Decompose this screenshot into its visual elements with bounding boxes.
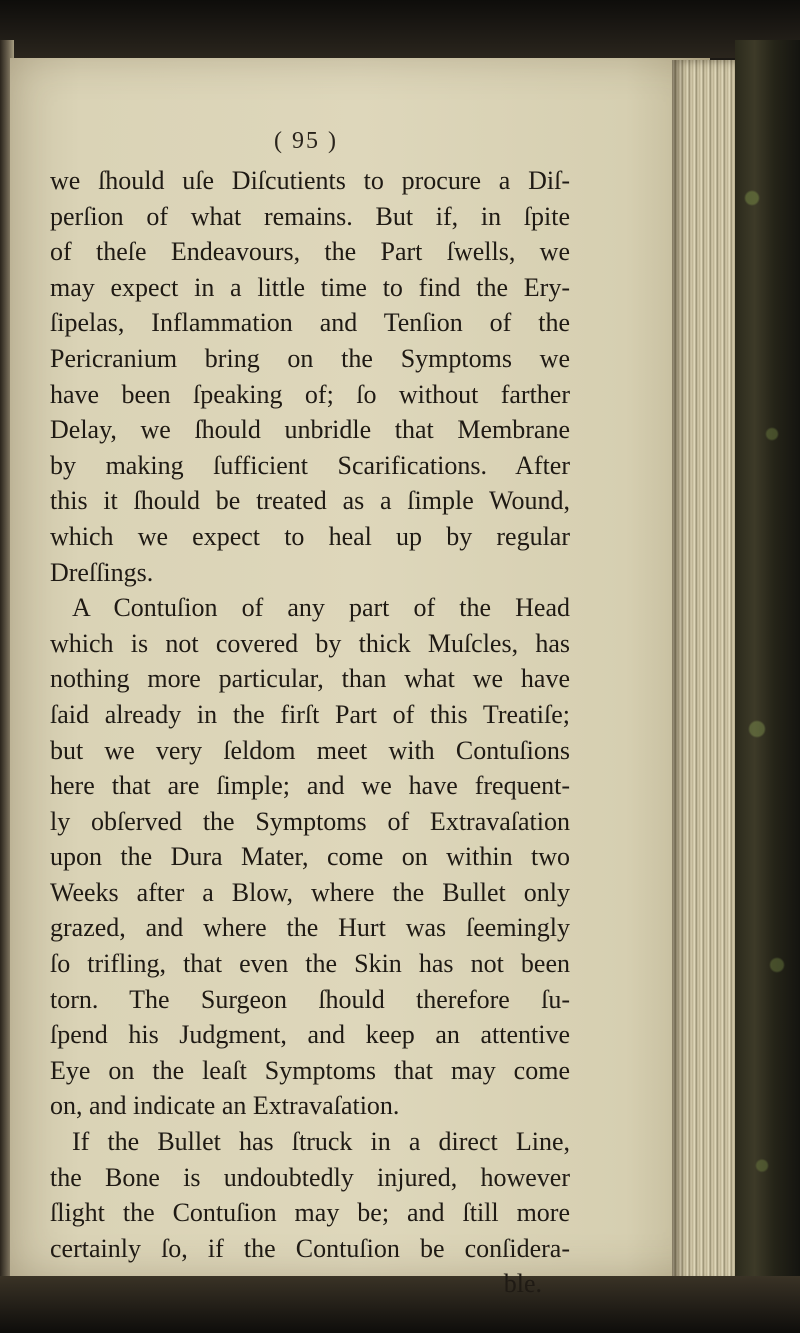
text-line: which is not covered by thick Muſcles, has	[50, 628, 570, 658]
page-number: ( 95 )	[274, 128, 338, 154]
text-line: ly obſerved the Symptoms of Extravaſation	[50, 806, 570, 836]
text-line: A Contuſion of any part of the Head	[72, 593, 570, 623]
text-line: may expect in a little time to find the Ery-	[50, 272, 570, 302]
body-text	[50, 163, 570, 1302]
text-line: Pericranium bring on the Symptoms we	[50, 343, 570, 373]
text-line: but we very ſeldom meet with Contuſions	[50, 735, 570, 765]
text-line: this it ſhould be treated as a ſimple Wound,	[50, 486, 570, 516]
text-line: ſipelas, Inflammation and Tenſion of the	[50, 308, 570, 338]
text-line: ble.	[503, 1269, 542, 1299]
text-line: here that are ſimple; and we have frequent-	[50, 771, 570, 801]
page-block-edges	[672, 60, 742, 1285]
text-line: ſaid already in the firſt Part of this Treatiſe;	[50, 699, 570, 729]
text-line: grazed, and where the Hurt was ſeemingly	[50, 913, 570, 943]
cover-texture	[742, 80, 792, 1260]
text-line: which we expect to heal up by regular	[50, 521, 570, 551]
text-line: upon the Dura Mater, come on within two	[50, 842, 570, 872]
text-line: we ſhould uſe Diſcutients to procure a Diſ-	[50, 166, 570, 195]
text-line: ſlight the Contuſion may be; and ſtill more	[50, 1198, 570, 1228]
text-line: torn. The Surgeon ſhould therefore ſu-	[50, 984, 570, 1014]
text-line: Delay, we ſhould unbridle that Membrane	[50, 415, 570, 445]
text-line: perſion of what remains. But if, in ſpite	[50, 201, 570, 231]
text-line: Dreſſings.	[50, 557, 154, 587]
text-line: Weeks after a Blow, where the Bullet only	[50, 877, 570, 907]
text-line: ſpend his Judgment, and keep an attentive	[50, 1020, 570, 1050]
text-line: Eye on the leaſt Symptoms that may come	[50, 1055, 570, 1085]
text-line: on, and indicate an Extravaſation.	[50, 1091, 400, 1121]
text-line: of theſe Endeavours, the Part ſwells, we	[50, 237, 570, 267]
scan-background-top	[0, 0, 800, 58]
text-line: have been ſpeaking of; ſo without farther	[50, 379, 570, 409]
text-line: nothing more particular, than what we have	[50, 664, 570, 694]
text-line: the Bone is undoubtedly injured, however	[50, 1162, 570, 1192]
text-line: ſo trifling, that even the Skin has not been	[50, 949, 570, 979]
text-line: certainly ſo, if the Contuſion be conſidera-	[50, 1233, 570, 1263]
text-line: by making ſufficient Scarifications. After	[50, 450, 570, 480]
text-line: If the Bullet has ſtruck in a direct Line,	[72, 1127, 570, 1157]
